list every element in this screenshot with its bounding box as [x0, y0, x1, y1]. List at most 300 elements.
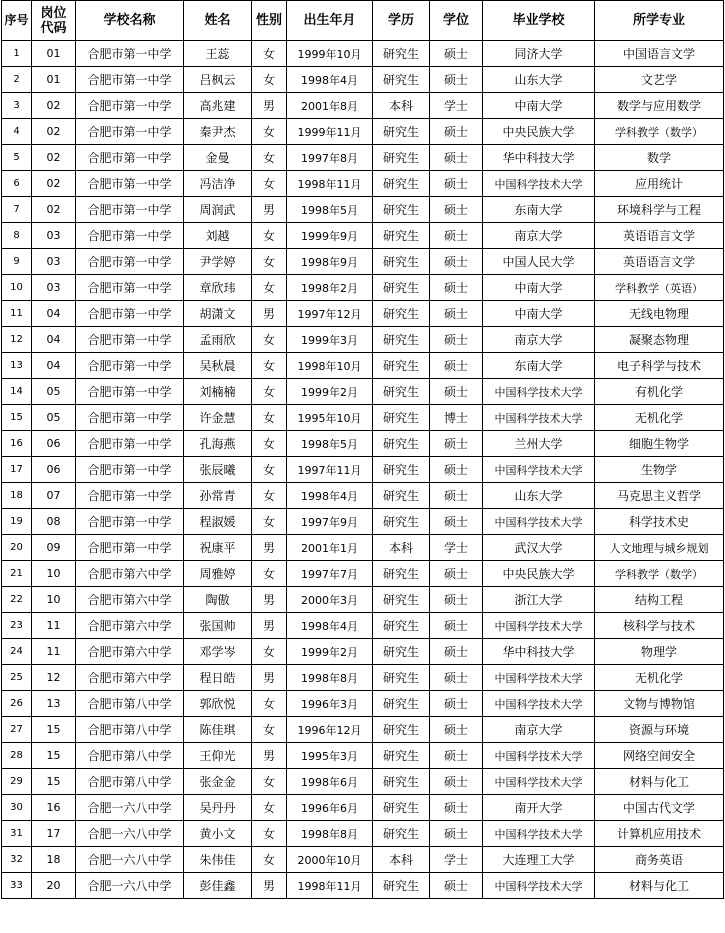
- cell-birth-date: 1997年8月: [287, 145, 373, 171]
- cell-major: 生物学: [595, 457, 724, 483]
- cell-education: 研究生: [373, 275, 430, 301]
- table-row: [2, 379, 724, 405]
- cell-education: 研究生: [373, 717, 430, 743]
- cell-graduate-school: 中国科学技术大学: [483, 405, 595, 431]
- cell-position-code: 15: [32, 769, 76, 795]
- table-row: [2, 717, 724, 743]
- table-row: [2, 275, 724, 301]
- cell-gender: 男: [252, 743, 287, 769]
- cell-education: 研究生: [373, 301, 430, 327]
- table-row: [2, 301, 724, 327]
- cell-degree: 硕士: [430, 171, 483, 197]
- cell-gender: 女: [252, 119, 287, 145]
- cell-index: 17: [2, 457, 32, 483]
- cell-position-code: 01: [32, 41, 76, 67]
- cell-degree: 硕士: [430, 561, 483, 587]
- cell-education: 研究生: [373, 873, 430, 899]
- cell-name: 孙常青: [184, 483, 252, 509]
- cell-index: 28: [2, 743, 32, 769]
- cell-name: 刘楠楠: [184, 379, 252, 405]
- cell-index: 7: [2, 197, 32, 223]
- cell-school-name: 合肥市第一中学: [76, 171, 184, 197]
- cell-index: 27: [2, 717, 32, 743]
- cell-birth-date: 1998年6月: [287, 769, 373, 795]
- table-row: [2, 821, 724, 847]
- cell-degree: 硕士: [430, 301, 483, 327]
- cell-education: 本科: [373, 535, 430, 561]
- cell-school-name: 合肥市第八中学: [76, 691, 184, 717]
- cell-birth-date: 1999年11月: [287, 119, 373, 145]
- cell-name: 王蕊: [184, 41, 252, 67]
- cell-degree: 硕士: [430, 327, 483, 353]
- cell-index: 10: [2, 275, 32, 301]
- cell-position-code: 06: [32, 457, 76, 483]
- cell-education: 研究生: [373, 561, 430, 587]
- table-row: [2, 249, 724, 275]
- cell-name: 郭欣悦: [184, 691, 252, 717]
- cell-birth-date: 2000年10月: [287, 847, 373, 873]
- cell-birth-date: 1998年11月: [287, 873, 373, 899]
- cell-graduate-school: 中国科学技术大学: [483, 821, 595, 847]
- cell-gender: 女: [252, 275, 287, 301]
- cell-position-code: 08: [32, 509, 76, 535]
- cell-education: 本科: [373, 847, 430, 873]
- cell-degree: 硕士: [430, 457, 483, 483]
- cell-degree: 硕士: [430, 717, 483, 743]
- cell-school-name: 合肥市第一中学: [76, 275, 184, 301]
- cell-major: 应用统计: [595, 171, 724, 197]
- cell-birth-date: 1997年11月: [287, 457, 373, 483]
- cell-gender: 女: [252, 327, 287, 353]
- cell-degree: 硕士: [430, 431, 483, 457]
- cell-major: 马克思主义哲学: [595, 483, 724, 509]
- cell-degree: 硕士: [430, 795, 483, 821]
- cell-birth-date: 1996年12月: [287, 717, 373, 743]
- cell-school-name: 合肥市第八中学: [76, 769, 184, 795]
- cell-school-name: 合肥市第一中学: [76, 223, 184, 249]
- cell-birth-date: 1998年4月: [287, 67, 373, 93]
- cell-birth-date: 1997年9月: [287, 509, 373, 535]
- cell-degree: 博士: [430, 405, 483, 431]
- table-row: [2, 327, 724, 353]
- cell-gender: 女: [252, 847, 287, 873]
- cell-degree: 硕士: [430, 275, 483, 301]
- header-row: [2, 1, 724, 41]
- cell-gender: 女: [252, 769, 287, 795]
- cell-school-name: 合肥市第一中学: [76, 119, 184, 145]
- cell-degree: 硕士: [430, 483, 483, 509]
- cell-position-code: 13: [32, 691, 76, 717]
- cell-degree: 硕士: [430, 379, 483, 405]
- header-school-name: 学校名称: [76, 1, 184, 41]
- cell-education: 研究生: [373, 379, 430, 405]
- table-row: [2, 535, 724, 561]
- table-row: [2, 41, 724, 67]
- cell-education: 研究生: [373, 613, 430, 639]
- table-row: [2, 639, 724, 665]
- cell-birth-date: 1996年6月: [287, 795, 373, 821]
- cell-gender: 女: [252, 145, 287, 171]
- cell-school-name: 合肥市第六中学: [76, 613, 184, 639]
- cell-gender: 女: [252, 431, 287, 457]
- cell-index: 23: [2, 613, 32, 639]
- cell-index: 4: [2, 119, 32, 145]
- cell-graduate-school: 武汉大学: [483, 535, 595, 561]
- cell-index: 1: [2, 41, 32, 67]
- cell-index: 2: [2, 67, 32, 93]
- cell-position-code: 04: [32, 327, 76, 353]
- header-major: 所学专业: [595, 1, 724, 41]
- cell-position-code: 02: [32, 93, 76, 119]
- cell-name: 王仰光: [184, 743, 252, 769]
- cell-gender: 女: [252, 561, 287, 587]
- cell-major: 数学: [595, 145, 724, 171]
- cell-position-code: 18: [32, 847, 76, 873]
- cell-degree: 学士: [430, 93, 483, 119]
- cell-name: 陶傲: [184, 587, 252, 613]
- cell-degree: 硕士: [430, 197, 483, 223]
- cell-gender: 男: [252, 197, 287, 223]
- cell-degree: 硕士: [430, 119, 483, 145]
- cell-gender: 女: [252, 405, 287, 431]
- cell-education: 研究生: [373, 405, 430, 431]
- cell-degree: 硕士: [430, 873, 483, 899]
- cell-major: 无机化学: [595, 665, 724, 691]
- cell-name: 章欣玮: [184, 275, 252, 301]
- cell-birth-date: 1998年2月: [287, 275, 373, 301]
- cell-school-name: 合肥一六八中学: [76, 821, 184, 847]
- cell-education: 研究生: [373, 587, 430, 613]
- cell-graduate-school: 中国科学技术大学: [483, 171, 595, 197]
- cell-graduate-school: 华中科技大学: [483, 145, 595, 171]
- cell-position-code: 15: [32, 717, 76, 743]
- cell-degree: 硕士: [430, 353, 483, 379]
- cell-name: 吕枫云: [184, 67, 252, 93]
- cell-education: 研究生: [373, 67, 430, 93]
- cell-major: 中国古代文学: [595, 795, 724, 821]
- cell-name: 周润武: [184, 197, 252, 223]
- cell-gender: 女: [252, 717, 287, 743]
- cell-name: 祝康平: [184, 535, 252, 561]
- cell-major: 科学技术史: [595, 509, 724, 535]
- cell-index: 26: [2, 691, 32, 717]
- cell-position-code: 16: [32, 795, 76, 821]
- cell-school-name: 合肥一六八中学: [76, 873, 184, 899]
- table-row: [2, 223, 724, 249]
- cell-major: 凝聚态物理: [595, 327, 724, 353]
- cell-major: 材料与化工: [595, 873, 724, 899]
- header-degree: 学位: [430, 1, 483, 41]
- cell-birth-date: 2001年8月: [287, 93, 373, 119]
- cell-school-name: 合肥市第一中学: [76, 93, 184, 119]
- cell-education: 研究生: [373, 223, 430, 249]
- cell-school-name: 合肥市第一中学: [76, 483, 184, 509]
- cell-degree: 硕士: [430, 587, 483, 613]
- cell-birth-date: 1997年12月: [287, 301, 373, 327]
- cell-gender: 女: [252, 483, 287, 509]
- cell-graduate-school: 华中科技大学: [483, 639, 595, 665]
- table-row: [2, 509, 724, 535]
- header-birth-date: 出生年月: [287, 1, 373, 41]
- cell-education: 研究生: [373, 665, 430, 691]
- cell-birth-date: 1999年2月: [287, 379, 373, 405]
- cell-major: 电子科学与技术: [595, 353, 724, 379]
- cell-school-name: 合肥一六八中学: [76, 795, 184, 821]
- cell-position-code: 01: [32, 67, 76, 93]
- cell-graduate-school: 南开大学: [483, 795, 595, 821]
- cell-birth-date: 1998年9月: [287, 249, 373, 275]
- cell-position-code: 02: [32, 145, 76, 171]
- cell-school-name: 合肥市第八中学: [76, 743, 184, 769]
- cell-graduate-school: 南京大学: [483, 327, 595, 353]
- cell-graduate-school: 山东大学: [483, 67, 595, 93]
- cell-major: 网络空间安全: [595, 743, 724, 769]
- cell-education: 研究生: [373, 327, 430, 353]
- header-gender: 性别: [252, 1, 287, 41]
- header-graduate-school: 毕业学校: [483, 1, 595, 41]
- cell-graduate-school: 中南大学: [483, 93, 595, 119]
- cell-graduate-school: 中国科学技术大学: [483, 743, 595, 769]
- cell-education: 研究生: [373, 431, 430, 457]
- cell-major: 英语语言文学: [595, 223, 724, 249]
- cell-major: 结构工程: [595, 587, 724, 613]
- cell-birth-date: 1995年3月: [287, 743, 373, 769]
- table-body: [2, 41, 724, 899]
- cell-degree: 学士: [430, 847, 483, 873]
- table-row: [2, 743, 724, 769]
- table-row: [2, 587, 724, 613]
- cell-position-code: 09: [32, 535, 76, 561]
- cell-school-name: 合肥市第一中学: [76, 535, 184, 561]
- cell-school-name: 合肥市第一中学: [76, 145, 184, 171]
- cell-school-name: 合肥市第一中学: [76, 431, 184, 457]
- table-row: [2, 431, 724, 457]
- cell-major: 无线电物理: [595, 301, 724, 327]
- cell-graduate-school: 中国人民大学: [483, 249, 595, 275]
- cell-education: 研究生: [373, 353, 430, 379]
- cell-gender: 男: [252, 665, 287, 691]
- cell-birth-date: 2001年1月: [287, 535, 373, 561]
- cell-position-code: 15: [32, 743, 76, 769]
- cell-position-code: 02: [32, 119, 76, 145]
- cell-major: 数学与应用数学: [595, 93, 724, 119]
- cell-major: 学科教学（英语）: [595, 275, 724, 301]
- cell-birth-date: 1999年3月: [287, 327, 373, 353]
- cell-index: 19: [2, 509, 32, 535]
- table-row: [2, 561, 724, 587]
- cell-degree: 硕士: [430, 691, 483, 717]
- cell-index: 11: [2, 301, 32, 327]
- cell-gender: 女: [252, 639, 287, 665]
- cell-gender: 男: [252, 535, 287, 561]
- cell-name: 朱伟佳: [184, 847, 252, 873]
- cell-graduate-school: 中央民族大学: [483, 561, 595, 587]
- cell-position-code: 17: [32, 821, 76, 847]
- cell-major: 计算机应用技术: [595, 821, 724, 847]
- cell-name: 彭佳鑫: [184, 873, 252, 899]
- cell-birth-date: 1998年4月: [287, 483, 373, 509]
- cell-position-code: 05: [32, 379, 76, 405]
- cell-birth-date: 1998年8月: [287, 821, 373, 847]
- cell-graduate-school: 中国科学技术大学: [483, 457, 595, 483]
- cell-gender: 女: [252, 821, 287, 847]
- cell-birth-date: 1999年9月: [287, 223, 373, 249]
- cell-index: 3: [2, 93, 32, 119]
- cell-index: 22: [2, 587, 32, 613]
- table-row: [2, 197, 724, 223]
- cell-index: 6: [2, 171, 32, 197]
- cell-school-name: 合肥市第一中学: [76, 509, 184, 535]
- table-header: [2, 1, 724, 41]
- cell-name: 吴丹丹: [184, 795, 252, 821]
- cell-degree: 硕士: [430, 67, 483, 93]
- table-row: [2, 691, 724, 717]
- cell-birth-date: 2000年3月: [287, 587, 373, 613]
- cell-education: 研究生: [373, 639, 430, 665]
- table-row: [2, 93, 724, 119]
- cell-position-code: 04: [32, 301, 76, 327]
- cell-index: 15: [2, 405, 32, 431]
- recruitment-table: [1, 0, 724, 899]
- cell-graduate-school: 中南大学: [483, 275, 595, 301]
- cell-name: 周雅婷: [184, 561, 252, 587]
- cell-degree: 学士: [430, 535, 483, 561]
- cell-name: 张国帅: [184, 613, 252, 639]
- cell-name: 邓学岑: [184, 639, 252, 665]
- table-row: [2, 665, 724, 691]
- cell-graduate-school: 东南大学: [483, 197, 595, 223]
- header-position-code-text: 岗位代码: [40, 5, 67, 36]
- cell-degree: 硕士: [430, 223, 483, 249]
- cell-birth-date: 1996年3月: [287, 691, 373, 717]
- table-row: [2, 171, 724, 197]
- cell-gender: 男: [252, 613, 287, 639]
- cell-school-name: 合肥市第一中学: [76, 327, 184, 353]
- table-row: [2, 795, 724, 821]
- cell-graduate-school: 大连理工大学: [483, 847, 595, 873]
- cell-education: 研究生: [373, 171, 430, 197]
- cell-name: 张辰曦: [184, 457, 252, 483]
- cell-gender: 男: [252, 587, 287, 613]
- table-row: [2, 613, 724, 639]
- cell-school-name: 合肥市第一中学: [76, 379, 184, 405]
- cell-gender: 女: [252, 249, 287, 275]
- cell-degree: 硕士: [430, 145, 483, 171]
- cell-name: 程淑媛: [184, 509, 252, 535]
- cell-gender: 女: [252, 457, 287, 483]
- cell-school-name: 合肥市第一中学: [76, 67, 184, 93]
- cell-name: 冯洁净: [184, 171, 252, 197]
- table-row: [2, 145, 724, 171]
- cell-birth-date: 1998年8月: [287, 665, 373, 691]
- table-row: [2, 67, 724, 93]
- cell-graduate-school: 中国科学技术大学: [483, 665, 595, 691]
- cell-degree: 硕士: [430, 665, 483, 691]
- cell-position-code: 11: [32, 613, 76, 639]
- cell-school-name: 合肥市第六中学: [76, 561, 184, 587]
- cell-position-code: 11: [32, 639, 76, 665]
- cell-education: 研究生: [373, 145, 430, 171]
- cell-name: 程日皓: [184, 665, 252, 691]
- cell-gender: 女: [252, 171, 287, 197]
- table-row: [2, 873, 724, 899]
- cell-birth-date: 1998年11月: [287, 171, 373, 197]
- cell-major: 物理学: [595, 639, 724, 665]
- cell-degree: 硕士: [430, 821, 483, 847]
- cell-major: 资源与环境: [595, 717, 724, 743]
- cell-major: 环境科学与工程: [595, 197, 724, 223]
- cell-birth-date: 1998年5月: [287, 431, 373, 457]
- cell-name: 陈佳琪: [184, 717, 252, 743]
- cell-index: 13: [2, 353, 32, 379]
- cell-name: 孟雨欣: [184, 327, 252, 353]
- cell-school-name: 合肥市第一中学: [76, 457, 184, 483]
- cell-name: 吴秋晨: [184, 353, 252, 379]
- cell-position-code: 20: [32, 873, 76, 899]
- cell-graduate-school: 中国科学技术大学: [483, 769, 595, 795]
- cell-major: 材料与化工: [595, 769, 724, 795]
- cell-degree: 硕士: [430, 41, 483, 67]
- cell-school-name: 合肥市第一中学: [76, 353, 184, 379]
- cell-education: 研究生: [373, 795, 430, 821]
- cell-degree: 硕士: [430, 639, 483, 665]
- cell-position-code: 02: [32, 171, 76, 197]
- cell-school-name: 合肥市第八中学: [76, 717, 184, 743]
- cell-birth-date: 1999年10月: [287, 41, 373, 67]
- cell-major: 文艺学: [595, 67, 724, 93]
- cell-gender: 女: [252, 41, 287, 67]
- header-position-code: [32, 1, 76, 41]
- cell-index: 8: [2, 223, 32, 249]
- header-name: 姓名: [184, 1, 252, 41]
- cell-index: 5: [2, 145, 32, 171]
- cell-position-code: 05: [32, 405, 76, 431]
- cell-graduate-school: 中国科学技术大学: [483, 509, 595, 535]
- cell-education: 研究生: [373, 483, 430, 509]
- cell-school-name: 合肥市第一中学: [76, 405, 184, 431]
- table-row: [2, 119, 724, 145]
- cell-school-name: 合肥市第一中学: [76, 41, 184, 67]
- cell-position-code: 03: [32, 223, 76, 249]
- cell-education: 本科: [373, 93, 430, 119]
- cell-major: 英语语言文学: [595, 249, 724, 275]
- cell-graduate-school: 南京大学: [483, 717, 595, 743]
- cell-graduate-school: 中国科学技术大学: [483, 379, 595, 405]
- cell-position-code: 06: [32, 431, 76, 457]
- cell-name: 胡潇文: [184, 301, 252, 327]
- cell-school-name: 合肥市第六中学: [76, 587, 184, 613]
- cell-gender: 女: [252, 67, 287, 93]
- cell-index: 14: [2, 379, 32, 405]
- cell-position-code: 03: [32, 249, 76, 275]
- cell-index: 32: [2, 847, 32, 873]
- table-row: [2, 847, 724, 873]
- cell-degree: 硕士: [430, 769, 483, 795]
- table-row: [2, 457, 724, 483]
- cell-graduate-school: 中国科学技术大学: [483, 613, 595, 639]
- cell-gender: 男: [252, 93, 287, 119]
- cell-education: 研究生: [373, 743, 430, 769]
- cell-graduate-school: 山东大学: [483, 483, 595, 509]
- cell-major: 中国语言文学: [595, 41, 724, 67]
- cell-birth-date: 1998年5月: [287, 197, 373, 223]
- cell-birth-date: 1997年7月: [287, 561, 373, 587]
- cell-graduate-school: 东南大学: [483, 353, 595, 379]
- cell-gender: 女: [252, 691, 287, 717]
- cell-graduate-school: 南京大学: [483, 223, 595, 249]
- cell-graduate-school: 中国科学技术大学: [483, 873, 595, 899]
- cell-gender: 女: [252, 353, 287, 379]
